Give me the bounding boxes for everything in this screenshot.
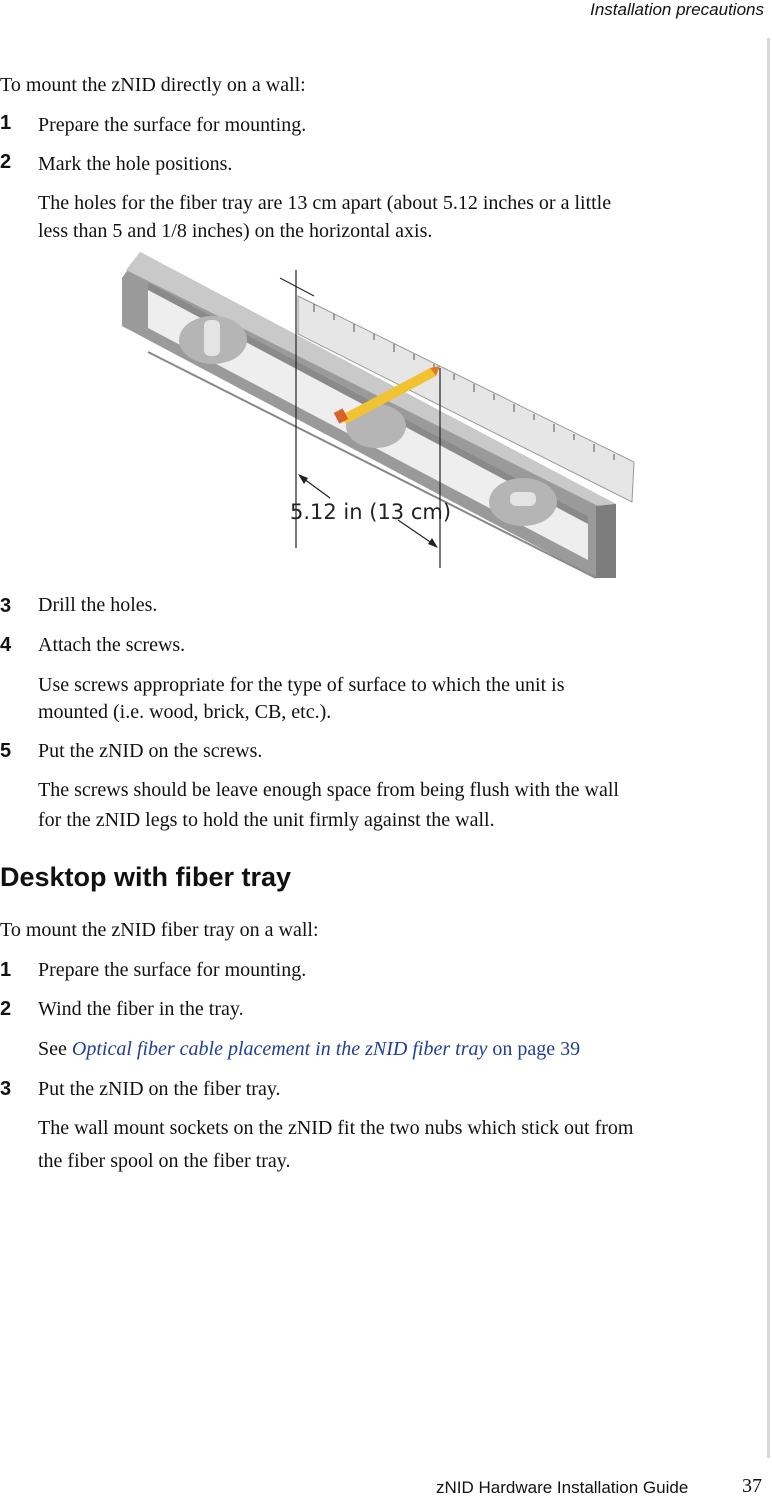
step-text: Wind the fiber in the tray. bbox=[38, 998, 244, 1020]
section-heading: Desktop with fiber tray bbox=[0, 862, 292, 892]
step-detail-line: The screws should be leave enough space from being flush with the wall bbox=[38, 779, 619, 801]
step-detail-line: Use screws appropriate for the type of surface to which the unit is bbox=[38, 674, 565, 696]
step-number: 2 bbox=[0, 998, 12, 1020]
cross-reference-line bbox=[38, 1035, 580, 1064]
step-text: Mark the hole positions. bbox=[38, 153, 233, 175]
step-number: 1 bbox=[0, 959, 12, 981]
step-number: 3 bbox=[0, 1078, 12, 1100]
step-text: Put the zNID on the fiber tray. bbox=[38, 1078, 281, 1100]
page-number: 37 bbox=[742, 1475, 762, 1497]
fiber-tray-ruler-figure bbox=[118, 248, 638, 580]
step-number: 2 bbox=[0, 151, 12, 173]
step-number: 5 bbox=[0, 740, 12, 762]
nub-right bbox=[510, 492, 536, 506]
section-intro: To mount the zNID directly on a wall: bbox=[0, 74, 306, 96]
footer-guide-title: zNID Hardware Installation Guide bbox=[436, 1478, 689, 1497]
dimension-leader-top bbox=[280, 278, 314, 296]
cross-reference-page[interactable]: on page 39 bbox=[487, 1038, 581, 1060]
step-text: Prepare the surface for mounting. bbox=[38, 114, 307, 136]
step-detail-line: the fiber spool on the fiber tray. bbox=[38, 1150, 291, 1172]
step-text: Attach the screws. bbox=[38, 634, 186, 656]
running-header: Installation precautions bbox=[590, 0, 764, 19]
tray-end-face bbox=[596, 504, 616, 578]
step-text: Prepare the surface for mounting. bbox=[38, 959, 307, 981]
step-detail-line: mounted (i.e. wood, brick, CB, etc.). bbox=[38, 701, 332, 723]
step-number: 3 bbox=[0, 595, 12, 617]
step-detail-line: less than 5 and 1/8 inches) on the horizontal axis. bbox=[38, 220, 433, 242]
step-number: 4 bbox=[0, 634, 12, 656]
step-number: 1 bbox=[0, 112, 12, 134]
section-intro: To mount the zNID fiber tray on a wall: bbox=[0, 919, 319, 941]
dimension-arrowhead-left bbox=[298, 474, 308, 484]
step-detail-line: for the zNID legs to hold the unit firmly against the wall. bbox=[38, 809, 495, 831]
dimension-label: 5.12 in (13 cm) bbox=[290, 500, 452, 524]
step-detail-line: The holes for the fiber tray are 13 cm apart (about 5.12 inches or a little bbox=[38, 192, 612, 214]
page-edge-rule bbox=[767, 38, 770, 1458]
step-text: Drill the holes. bbox=[38, 594, 158, 616]
step-detail-line: The wall mount sockets on the zNID fit the two nubs which stick out from bbox=[38, 1117, 634, 1139]
nub-left bbox=[204, 320, 220, 356]
cross-reference-link[interactable]: Optical fiber cable placement in the zNID fiber tray bbox=[71, 1038, 488, 1060]
step-text: Put the zNID on the screws. bbox=[38, 740, 263, 762]
see-prefix: See bbox=[38, 1038, 72, 1060]
dimension-arrowhead-right bbox=[428, 538, 438, 548]
